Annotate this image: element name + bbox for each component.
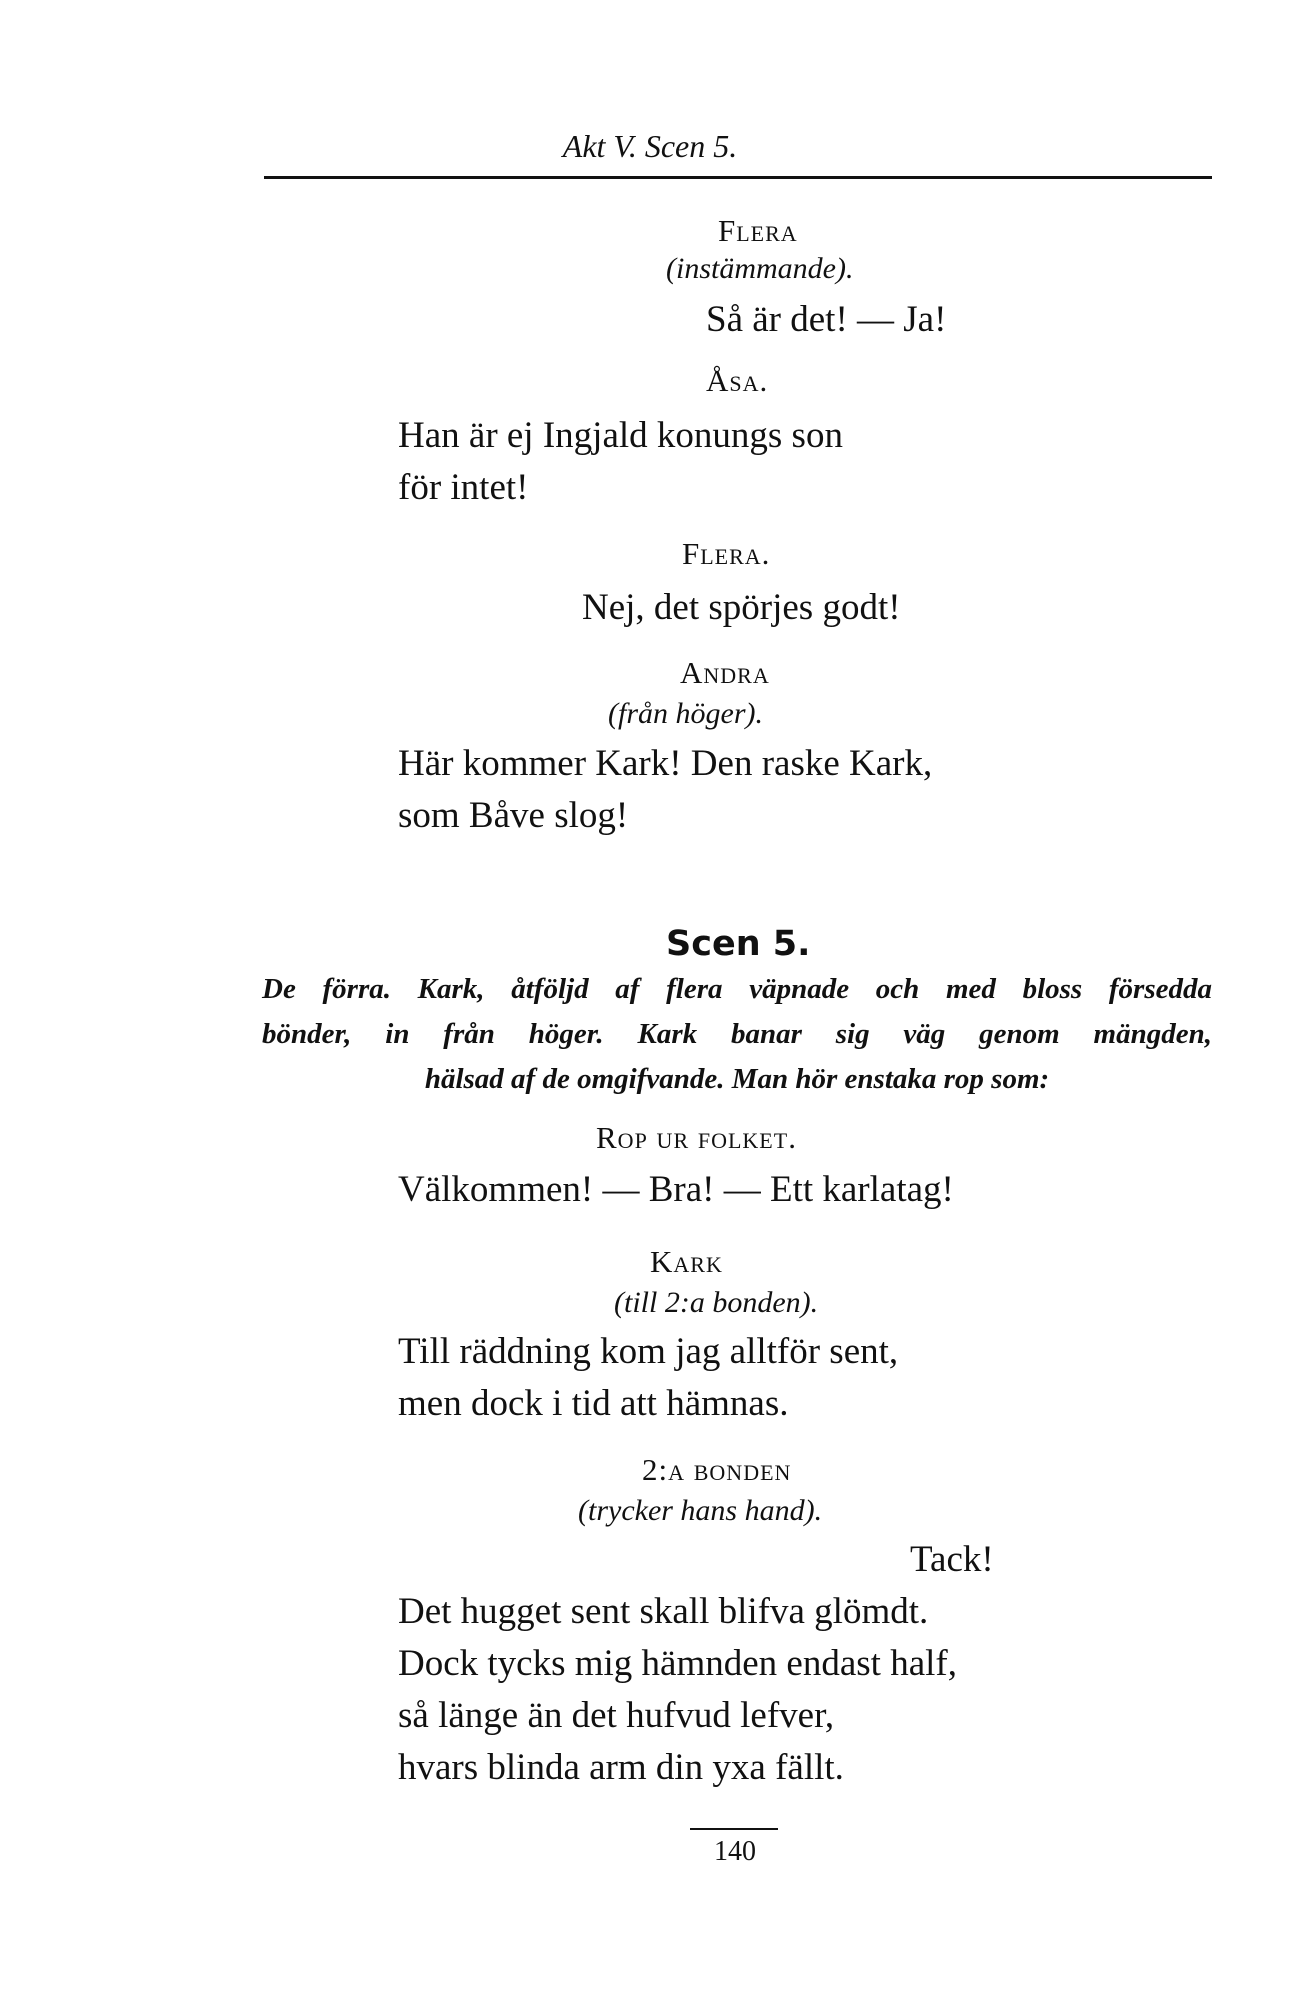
scene-description-line: De förra. Kark, åtföljd af flera väpnade och med bloss försedda — [262, 973, 1212, 1005]
speaker-name: Rop ur folket. — [596, 1120, 797, 1155]
verse-line: Till räddning kom jag alltför sent, — [398, 1331, 899, 1372]
verse-line: för intet! — [398, 467, 529, 508]
verse-line: Dock tycks mig hämnden endast half, — [398, 1643, 957, 1684]
verse-line: Nej, det spörjes godt! — [582, 587, 901, 628]
verse-line: hvars blinda arm din yxa fällt. — [398, 1747, 844, 1788]
speaker-name: Kark — [650, 1244, 723, 1279]
verse-line: Tack! — [910, 1539, 994, 1580]
verse-line: men dock i tid att hämnas. — [398, 1383, 789, 1424]
verse-line: så länge än det hufvud lefver, — [398, 1695, 835, 1736]
verse-line: Det hugget sent skall blifva glömdt. — [398, 1591, 929, 1632]
header-rule — [264, 176, 1212, 179]
page-number: 140 — [714, 1836, 756, 1867]
speaker-name: Flera. — [682, 536, 771, 571]
verse-line: Så är det! — Ja! — [706, 299, 947, 340]
verse-line: som Båve slog! — [398, 795, 629, 836]
stage-direction: (från höger). — [608, 697, 763, 730]
speaker-name: Andra — [680, 655, 770, 690]
verse-line: Här kommer Kark! Den raske Kark, — [398, 743, 933, 784]
stage-direction: (trycker hans hand). — [578, 1494, 823, 1527]
running-head: Akt V. Scen 5. — [562, 128, 738, 164]
verse-line: Välkommen! — Bra! — Ett karlatag! — [398, 1169, 954, 1210]
scene-description-line: bönder, in från höger. Kark banar sig väg genom mängden, — [262, 1018, 1212, 1050]
speaker-name: Åsa. — [706, 363, 769, 398]
stage-direction: (till 2:a bonden). — [614, 1286, 819, 1319]
footer-rule — [690, 1828, 778, 1830]
speaker-name: 2:a bonden — [642, 1452, 792, 1487]
scene-title: Scen 5. — [666, 924, 811, 964]
scene-description-line: hälsad af de omgifvande. Man hör enstaka rop som: — [424, 1063, 1050, 1095]
speaker-name: Flera — [718, 213, 798, 248]
verse-line: Han är ej Ingjald konungs son — [398, 415, 843, 456]
stage-direction: (instämmande). — [666, 252, 854, 285]
